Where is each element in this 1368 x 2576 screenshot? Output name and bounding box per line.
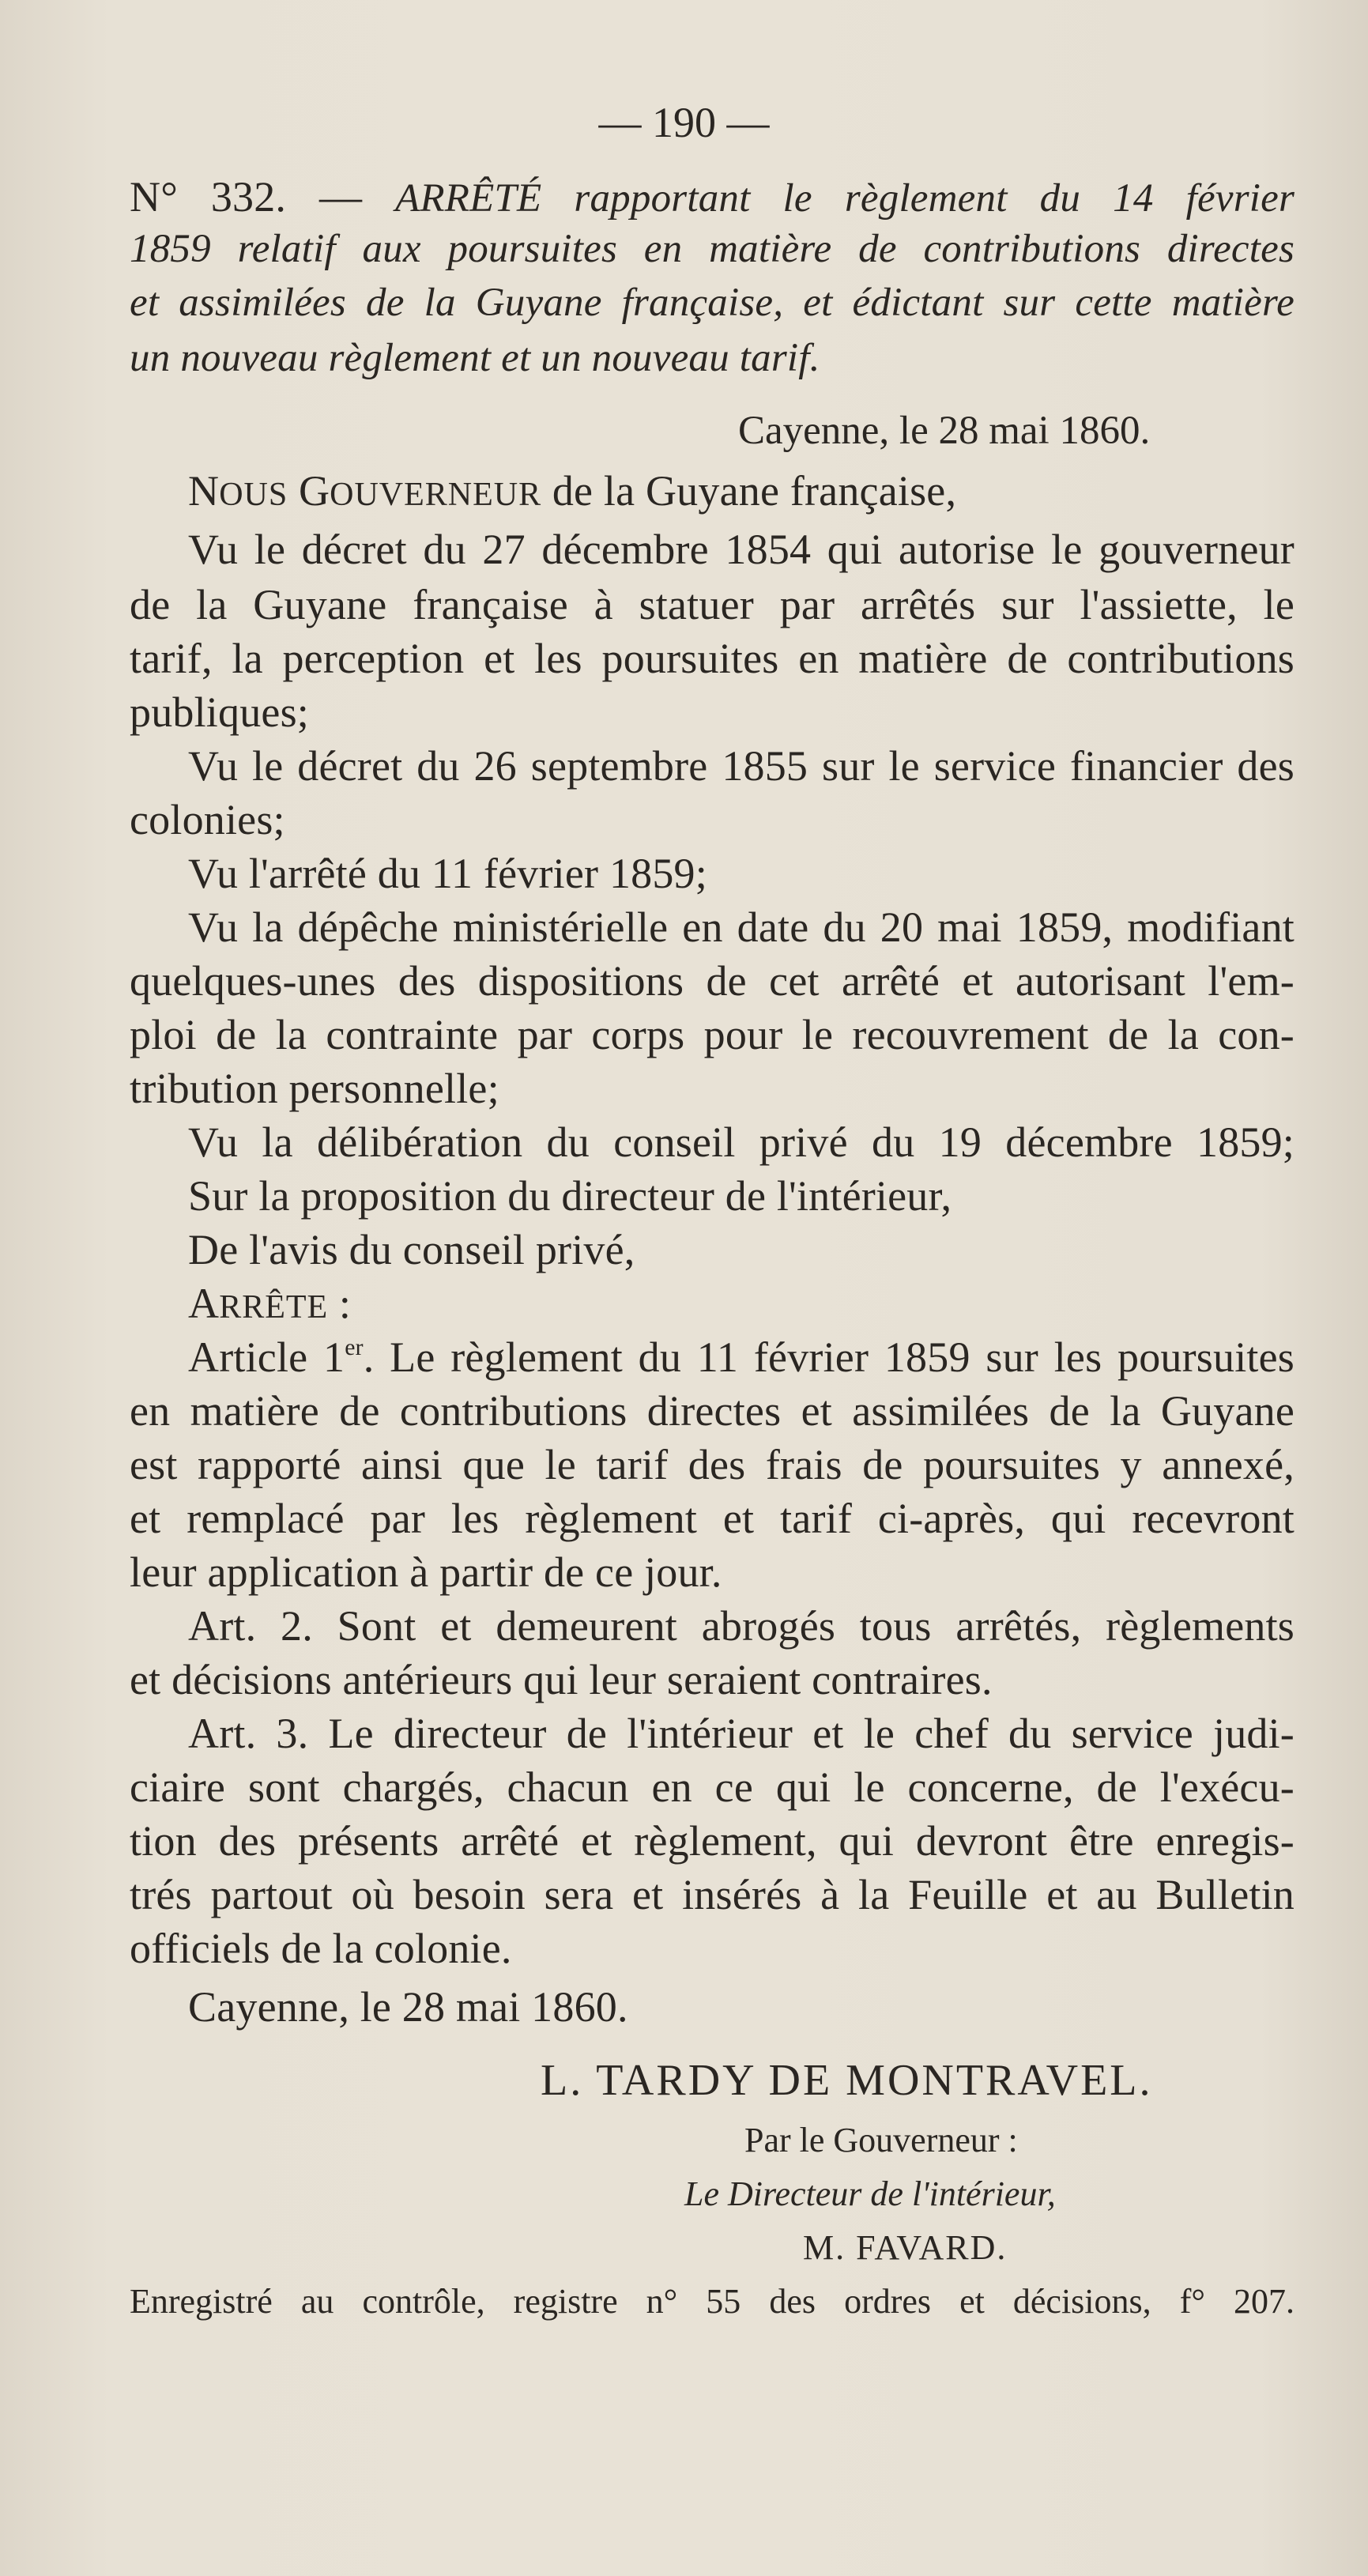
article-1-rest: . Le règlement du 11 février 1859 sur les poursuites [363,1333,1295,1381]
visa-line-2: de la Guyane française à statuer par arrêtés sur l'assiette, le [130,581,1295,628]
article-3-line-5: officiels de la colonie. [130,1925,512,1972]
visa-line-3: tarif, la perception et les poursuites en matière de contributions [130,635,1295,682]
decree-number: N° 332. — [130,173,396,221]
decree-heading-line-2: 1859 relatif aux poursuites en matière de contributions directes [130,227,1295,271]
visa-line-8: Vu la dépêche ministérielle en date du 20 mai 1859, modifiant [188,903,1295,951]
visa-line-13: Sur la proposition du directeur de l'intérieur, [188,1172,952,1220]
visa-line-5: Vu le décret du 26 septembre 1855 sur le service financier des [188,742,1295,790]
article-1-line-4: et remplacé par les règlement et tarif ci-après, qui recevront [130,1495,1295,1542]
visa-line-1: Vu le décret du 27 décembre 1854 qui autorise le gouverneur [188,526,1295,573]
article-1-line-1 [188,1333,1295,1381]
article-3-line-3: tion des présents arrêté et règlement, qui devront être enregis- [130,1817,1295,1865]
place-date: Cayenne, le 28 mai 1860. [738,409,1151,453]
visa-line-6: colonies; [130,796,285,843]
nous-initial: N [188,467,220,515]
article-1-prefix: Article 1 [188,1333,345,1381]
article-1-line-3: est rapporté ainsi que le tarif des frais de poursuites y annexé, [130,1441,1295,1488]
article-3-line-2: ciaire sont chargés, chacun en ce qui le concerne, de l'exécu- [130,1763,1295,1811]
visa-line-12: Vu la délibération du conseil privé du 19 décembre 1859; [188,1118,1295,1166]
visa-line-10: ploi de la contrainte par corps pour le recouvrement de la con- [130,1011,1295,1058]
decree-heading-line-4: un nouveau règlement et un nouveau tarif. [130,336,820,380]
visa-line-7: Vu l'arrêté du 11 février 1859; [188,850,707,897]
registration-note: Enregistré au contrôle, registre n° 55 des ordres et décisions, f° 207. [130,2282,1295,2321]
gouverneur-initial: G [298,467,330,515]
visa-line-14: De l'avis du conseil privé, [188,1226,635,1273]
arrete-heading [188,1282,1295,1325]
article-1-line-5: leur application à partir de ce jour. [130,1548,722,1596]
signature-by: Par le Gouverneur : [744,2121,1018,2159]
visa-line-11: tribution personnelle; [130,1065,499,1112]
signature-director: M. FAVARD. [803,2228,1008,2267]
gouverneur-rest: OUVERNEUR [330,477,542,513]
article-1-line-2: en matière de contributions directes et assimilées de la Guyane [130,1387,1295,1435]
signature-title: Le Directeur de l'intérieur, [684,2174,1056,2213]
arrete-colon: : [328,1280,352,1327]
article-1-sup: er [345,1335,364,1361]
nous-rest: OUS [219,477,288,513]
closing-place-date: Cayenne, le 28 mai 1860. [188,1983,628,2031]
decree-heading-line-3: et assimilées de la Guyane française, et édictant sur cette matière [130,281,1295,325]
decree-heading-line-1 [130,175,1295,219]
article-3-line-1: Art. 3. Le directeur de l'intérieur et le chef du service judi- [188,1710,1295,1757]
arrete-rest: RRÊTE [219,1289,329,1326]
arrete-initial: A [188,1280,220,1327]
preamble-line [188,467,1295,515]
article-2-line-2: et décisions antérieurs qui leur seraient contraires. [130,1656,993,1703]
page-number: — 190 — [598,99,770,146]
article-3-line-4: trés partout où besoin sera et insérés à la Feuille et au Bulletin [130,1871,1295,1918]
visa-line-9: quelques-unes des dispositions de cet arrêté et autorisant l'em- [130,957,1295,1005]
decree-title-1: ARRÊTÉ rapportant le règlement du 14 février [395,176,1295,221]
visa-line-4: publiques; [130,688,309,736]
article-2-line-1: Art. 2. Sont et demeurent abrogés tous arrêtés, règlements [188,1602,1295,1650]
preamble-tail: de la Guyane française, [541,467,957,515]
signature-name: L. TARDY DE MONTRAVEL. [541,2056,1153,2105]
